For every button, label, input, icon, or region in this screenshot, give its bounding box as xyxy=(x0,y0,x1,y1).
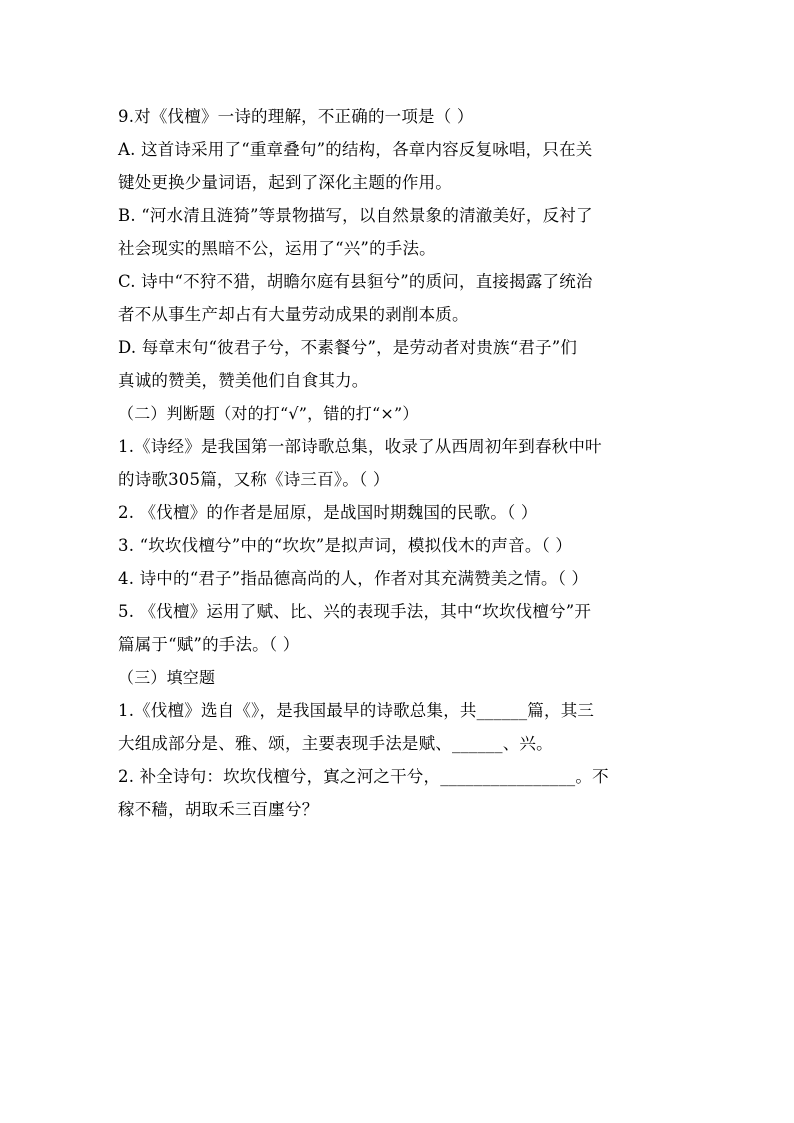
judgment-5-line-1: 5. 《伐檀》运用了赋、比、兴的表现手法，其中“坎坎伐檀兮”开 xyxy=(118,602,592,621)
page-content xyxy=(118,100,680,826)
fill-1-line-2: 大组成部分是、雅、颂，主要表现手法是赋、______、兴。 xyxy=(118,734,553,753)
section-heading-fill-blank: （三）填空题 xyxy=(118,668,216,687)
option-d-line-2: 真诚的赞美，赞美他们自食其力。 xyxy=(118,371,369,390)
fill-2-line-1: 2. 补全诗句：坎坎伐檀兮，寘之河之干兮，________________。不 xyxy=(118,767,609,786)
option-c-line-1: C. 诗中“不狩不猎，胡瞻尔庭有县貆兮”的质问，直接揭露了统治 xyxy=(118,272,593,291)
option-b-line-1: B. “河水清且涟猗”等景物描写，以自然景象的清澈美好，反衬了 xyxy=(118,206,593,225)
fill-2-line-2: 稼不穑，胡取禾三百廛兮？ xyxy=(118,800,319,819)
section-heading-judgment: （二）判断题（对的打“√”，错的打“×”） xyxy=(118,404,419,423)
option-b-line-2: 社会现实的黑暗不公，运用了“兴”的手法。 xyxy=(118,239,436,258)
judgment-1-line-2: 的诗歌305篇，又称《诗三百》。（ ） xyxy=(118,470,390,489)
option-a-line-2: 键处更换少量词语，起到了深化主题的作用。 xyxy=(118,173,452,192)
question-9-stem: 9.对《伐檀》一诗的理解，不正确的一项是（ ） xyxy=(118,107,474,126)
option-d-line-1: D. 每章末句“彼君子兮，不素餐兮”，是劳动者对贵族“君子”们 xyxy=(118,338,578,357)
option-c-line-2: 者不从事生产却占有大量劳动成果的剥削本质。 xyxy=(118,305,469,324)
judgment-3: 3. “坎坎伐檀兮”中的“坎坎”是拟声词，模拟伐木的声音。（ ） xyxy=(118,536,573,555)
judgment-5-line-2: 篇属于“赋”的手法。（ ） xyxy=(118,635,300,654)
option-a-line-1: A. 这首诗采用了“重章叠句”的结构，各章内容反复咏唱，只在关 xyxy=(118,140,593,159)
judgment-2: 2. 《伐檀》的作者是屈原，是战国时期魏国的民歌。（ ） xyxy=(118,503,538,522)
judgment-4: 4. 诗中的“君子”指品德高尚的人，作者对其充满赞美之情。（ ） xyxy=(118,569,589,588)
judgment-1-line-1: 1.《诗经》是我国第一部诗歌总集，收录了从西周初年到春秋中叶 xyxy=(118,437,602,456)
fill-1-line-1: 1.《伐檀》选自《》，是我国最早的诗歌总集，共______篇，其三 xyxy=(118,701,595,720)
